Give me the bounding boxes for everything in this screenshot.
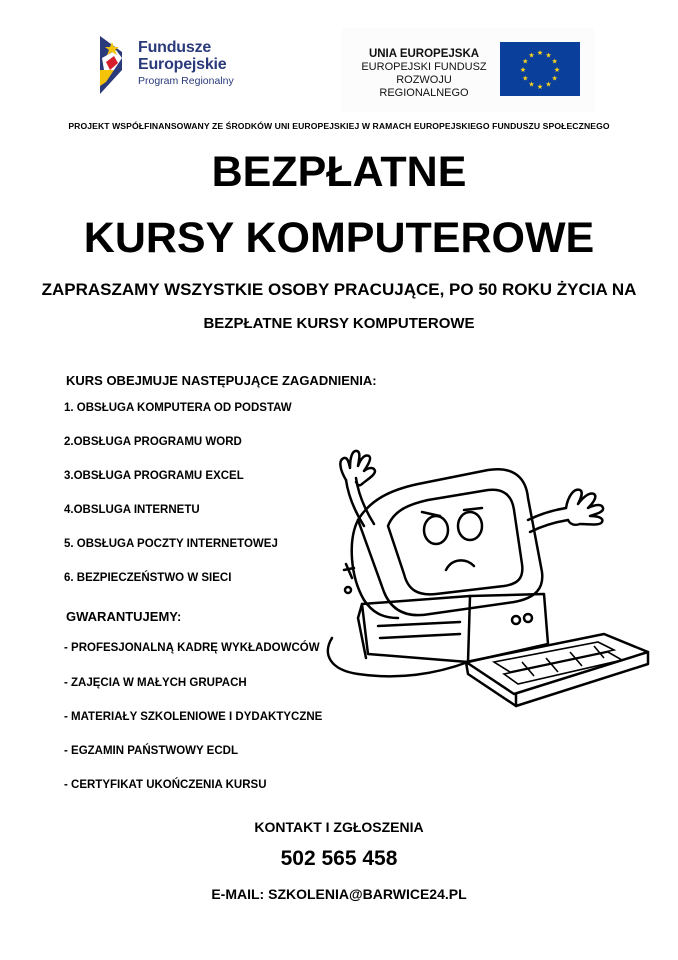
topic-item: 6. BEZPIECZEŃSTWO W SIECI [64, 572, 232, 584]
topic-item: 1. OBSŁUGA KOMPUTERA OD PODSTAW [64, 402, 292, 414]
topic-item: 3.OBSŁUGA PROGRAMU EXCEL [64, 470, 244, 482]
invitation-line2: BEZPŁATNE KURSY KOMPUTEROWE [203, 315, 475, 332]
eu-flag-icon [500, 42, 580, 96]
fe-logo-line1: Fundusze [138, 39, 212, 56]
contact-heading: KONTAKT I ZGŁOSZENIA [254, 819, 424, 835]
fundusze-europejskie-logo [92, 36, 242, 98]
invitation-line1: ZAPRASZAMY WSZYSTKIE OSOBY PRACUJĄCE, PO 50 ROKU ŻYCIA NA [41, 280, 637, 299]
eu-logo-line1: EUROPEJSKI FUNDUSZ [361, 61, 487, 74]
contact-email: E-MAIL: SZKOLENIA@BARWICE24.PL [211, 886, 467, 902]
topic-item: 4.OBSLUGA INTERNETU [64, 504, 200, 516]
svg-text:★: ★ [528, 80, 535, 89]
guarantees-heading: GWARANTUJEMY: [66, 609, 182, 624]
eu-logo-line2: ROZWOJU REGIONALNEGO [379, 73, 469, 99]
guarantee-item: - CERTYFIKAT UKOŃCZENIA KURSU [64, 779, 267, 791]
fundusze-europejskie-emblem-icon [92, 36, 128, 94]
fe-logo-line2: Europejskie [138, 55, 227, 73]
topics-heading: KURS OBEJMUJE NASTĘPUJĄCE ZAGADNIENIA: [66, 373, 377, 388]
svg-text:★: ★ [528, 51, 535, 60]
contact-phone: 502 565 458 [280, 847, 398, 870]
svg-text:★: ★ [553, 66, 561, 74]
svg-text:★: ★ [551, 74, 558, 83]
fe-logo-sub: Program Regionalny [138, 74, 234, 87]
svg-text:★: ★ [551, 57, 558, 66]
title-line1: BEZPŁATNE [211, 148, 467, 196]
svg-text:★: ★ [545, 80, 552, 89]
svg-text:★: ★ [536, 49, 544, 57]
guarantee-item: - ZAJĘCIA W MAŁYCH GRUPACH [64, 677, 247, 689]
guarantee-item: - EGZAMIN PAŃSTWOWY ECDL [64, 745, 238, 757]
eu-logo-title: UNIA EUROPEJSKA [368, 48, 480, 60]
svg-text:★: ★ [522, 57, 529, 66]
svg-text:★: ★ [536, 83, 544, 91]
svg-text:★: ★ [519, 66, 527, 74]
guarantee-item: - PROFESJONALNĄ KADRĘ WYKŁADOWCÓW [64, 642, 320, 654]
svg-text:★: ★ [522, 74, 529, 83]
topic-item: 2.OBSŁUGA PROGRAMU WORD [64, 436, 242, 448]
title-line2: KURSY KOMPUTEROWE [83, 214, 595, 262]
eu-logo [342, 28, 594, 112]
confused-computer-illustration [318, 448, 658, 718]
cofinancing-note: PROJEKT WSPÓŁFINANSOWANY ZE ŚRODKÓW UNI EUROPEJSKIEJ W RAMACH EUROPEJSKIEGO FUNDUSZU SPOŁECZNEGO [68, 121, 610, 131]
guarantee-item: - MATERIAŁY SZKOLENIOWE I DYDAKTYCZNE [64, 711, 323, 723]
svg-text:★: ★ [545, 51, 552, 60]
topic-item: 5. OBSŁUGA POCZTY INTERNETOWEJ [64, 538, 278, 550]
